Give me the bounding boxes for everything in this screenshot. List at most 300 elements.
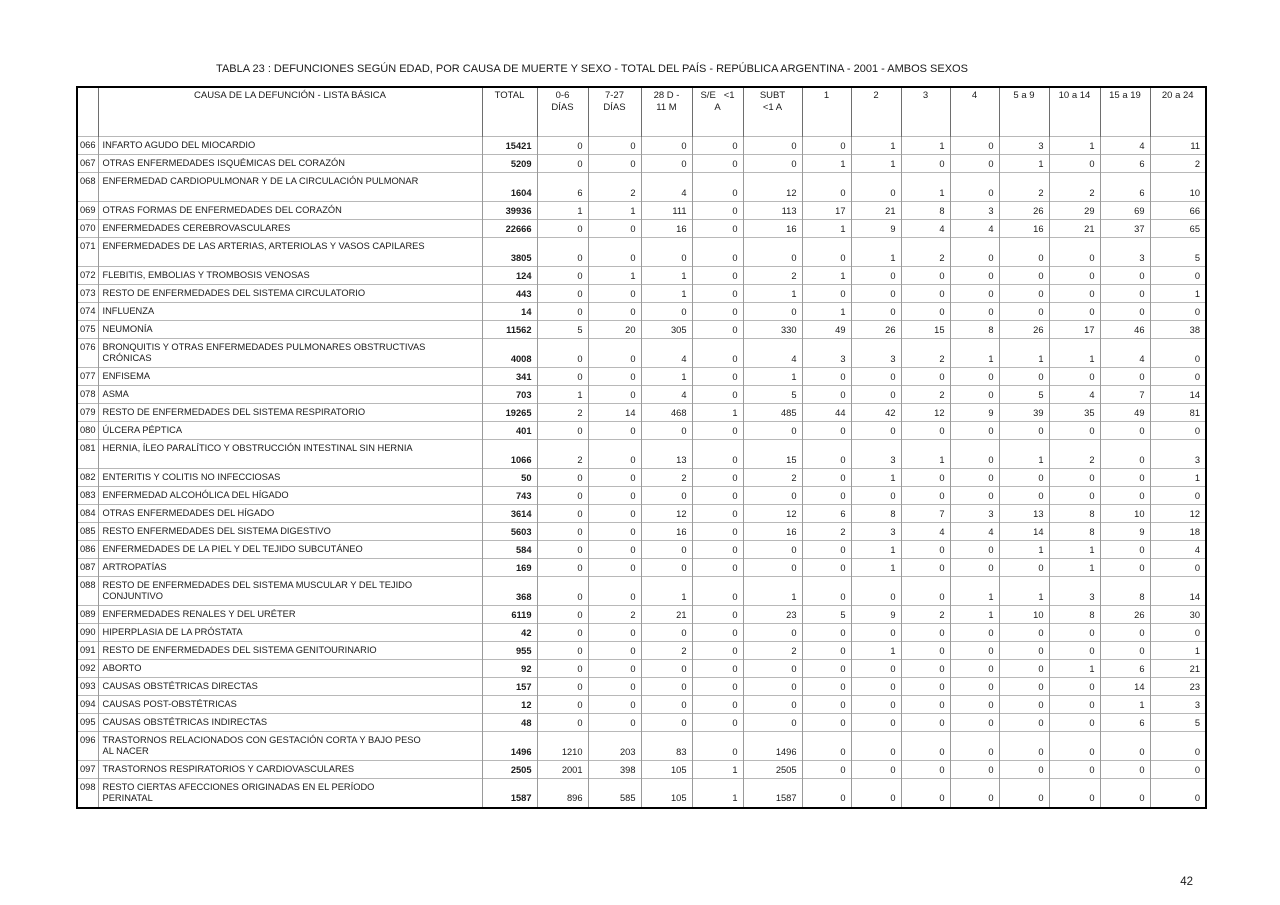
value-cell: 0 — [537, 678, 588, 696]
value-cell: 8 — [950, 321, 999, 339]
value-cell: 1 — [802, 267, 851, 285]
value-cell: 0 — [692, 321, 743, 339]
value-cell: 0 — [1049, 642, 1100, 660]
row-code: 080 — [77, 422, 98, 440]
value-cell: 0 — [537, 285, 588, 303]
value-cell: 2 — [588, 606, 641, 624]
value-cell: 0 — [692, 714, 743, 732]
value-cell: 8 — [901, 202, 950, 220]
row-code: 087 — [77, 559, 98, 577]
value-cell: 2 — [802, 523, 851, 541]
value-cell: 21 — [641, 606, 692, 624]
value-cell: 4 — [1100, 137, 1150, 155]
value-cell: 14 — [1150, 386, 1206, 404]
value-cell: 0 — [641, 303, 692, 321]
value-cell: 0 — [802, 761, 851, 779]
table-row — [77, 642, 1206, 660]
row-code: 072 — [77, 267, 98, 285]
row-code: 074 — [77, 303, 98, 321]
total-cell: 124 — [482, 267, 537, 285]
table-row — [77, 505, 1206, 523]
row-code: 073 — [77, 285, 98, 303]
table-row — [77, 523, 1206, 541]
value-cell: 0 — [743, 137, 802, 155]
value-cell: 0 — [901, 155, 950, 173]
value-cell: 0 — [999, 422, 1049, 440]
total-cell: 19265 — [482, 404, 537, 422]
value-cell: 1 — [802, 155, 851, 173]
value-cell: 0 — [641, 422, 692, 440]
total-cell: 955 — [482, 642, 537, 660]
value-cell: 3 — [1049, 577, 1100, 606]
total-cell: 443 — [482, 285, 537, 303]
cause-name: OTRAS ENFERMEDADES ISQUÉMICAS DEL CORAZÓN — [98, 155, 482, 173]
value-cell: 0 — [802, 238, 851, 267]
value-cell: 42 — [851, 404, 901, 422]
value-cell: 0 — [743, 303, 802, 321]
value-cell: 0 — [901, 732, 950, 761]
table-row — [77, 386, 1206, 404]
value-cell: 1496 — [743, 732, 802, 761]
table-row — [77, 624, 1206, 642]
value-cell: 0 — [588, 624, 641, 642]
value-cell: 0 — [1150, 368, 1206, 386]
value-cell: 0 — [950, 238, 999, 267]
value-cell: 5 — [537, 321, 588, 339]
total-cell: 368 — [482, 577, 537, 606]
cause-name: OTRAS FORMAS DE ENFERMEDADES DEL CORAZÓN — [98, 202, 482, 220]
value-cell: 0 — [537, 523, 588, 541]
cause-name: RESTO DE ENFERMEDADES DEL SISTEMA GENITOURINARIO — [98, 642, 482, 660]
table-row — [77, 321, 1206, 339]
value-cell: 9 — [851, 220, 901, 238]
cause-name: CAUSAS OBSTÉTRICAS INDIRECTAS — [98, 714, 482, 732]
value-cell: 0 — [1100, 761, 1150, 779]
row-code: 076 — [77, 339, 98, 368]
value-cell: 0 — [692, 678, 743, 696]
value-cell: 44 — [802, 404, 851, 422]
value-cell: 0 — [950, 642, 999, 660]
value-cell: 1 — [901, 440, 950, 469]
value-cell: 0 — [692, 487, 743, 505]
row-code: 078 — [77, 386, 98, 404]
value-cell: 0 — [851, 386, 901, 404]
value-cell: 305 — [641, 321, 692, 339]
value-cell: 11 — [1150, 137, 1206, 155]
value-cell: 8 — [1100, 577, 1150, 606]
value-cell: 1 — [999, 155, 1049, 173]
value-cell: 0 — [802, 285, 851, 303]
value-cell: 2505 — [743, 761, 802, 779]
value-cell: 0 — [1100, 642, 1150, 660]
value-cell: 0 — [588, 505, 641, 523]
value-cell: 5 — [1150, 238, 1206, 267]
value-cell: 0 — [641, 660, 692, 678]
total-cell: 5209 — [482, 155, 537, 173]
cause-name: OTRAS ENFERMEDADES DEL HÍGADO — [98, 505, 482, 523]
value-cell: 0 — [692, 541, 743, 559]
value-cell: 10 — [999, 606, 1049, 624]
total-cell: 1066 — [482, 440, 537, 469]
value-cell: 0 — [692, 624, 743, 642]
table-row — [77, 469, 1206, 487]
cause-name: RESTO DE ENFERMEDADES DEL SISTEMA RESPIRATORIO — [98, 404, 482, 422]
total-cell: 3805 — [482, 238, 537, 267]
value-cell: 0 — [1100, 779, 1150, 808]
cause-name: NEUMONÍA — [98, 321, 482, 339]
total-cell: 743 — [482, 487, 537, 505]
value-cell: 5 — [802, 606, 851, 624]
value-cell: 0 — [999, 761, 1049, 779]
value-cell: 0 — [588, 368, 641, 386]
cause-name: HIPERPLASIA DE LA PRÓSTATA — [98, 624, 482, 642]
table-row — [77, 714, 1206, 732]
value-cell: 2 — [901, 339, 950, 368]
value-cell: 0 — [1100, 267, 1150, 285]
value-cell: 0 — [641, 238, 692, 267]
value-cell: 5 — [743, 386, 802, 404]
value-cell: 0 — [851, 487, 901, 505]
value-cell: 0 — [802, 469, 851, 487]
row-code: 091 — [77, 642, 98, 660]
value-cell: 1 — [537, 386, 588, 404]
value-cell: 0 — [588, 559, 641, 577]
table-row — [77, 559, 1206, 577]
value-cell: 6 — [537, 173, 588, 202]
value-cell: 0 — [901, 761, 950, 779]
value-cell: 6 — [1100, 714, 1150, 732]
value-cell: 1 — [692, 761, 743, 779]
cause-name: ENFERMEDAD CARDIOPULMONAR Y DE LA CIRCULACIÓN PULMONAR — [98, 173, 482, 202]
cause-name: TRASTORNOS RESPIRATORIOS Y CARDIOVASCULARES — [98, 761, 482, 779]
value-cell: 0 — [1049, 678, 1100, 696]
value-cell: 0 — [1150, 339, 1206, 368]
value-cell: 0 — [950, 559, 999, 577]
column-header-d0_6: 0-6 DÍAS — [537, 87, 588, 137]
total-cell: 341 — [482, 368, 537, 386]
value-cell: 0 — [692, 267, 743, 285]
cause-name: RESTO CIERTAS AFECCIONES ORIGINADAS EN EL PERÍODO PERINATAL — [98, 779, 482, 808]
value-cell: 0 — [802, 137, 851, 155]
value-cell: 3 — [851, 440, 901, 469]
value-cell: 0 — [1049, 368, 1100, 386]
value-cell: 0 — [1100, 368, 1150, 386]
value-cell: 0 — [537, 267, 588, 285]
value-cell: 0 — [999, 624, 1049, 642]
total-cell: 92 — [482, 660, 537, 678]
value-cell: 0 — [588, 660, 641, 678]
total-cell: 11562 — [482, 321, 537, 339]
value-cell: 0 — [851, 624, 901, 642]
row-code: 085 — [77, 523, 98, 541]
value-cell: 0 — [537, 696, 588, 714]
value-cell: 0 — [692, 469, 743, 487]
value-cell: 0 — [692, 577, 743, 606]
table-row — [77, 440, 1206, 469]
value-cell: 14 — [588, 404, 641, 422]
value-cell: 0 — [1049, 696, 1100, 714]
value-cell: 0 — [588, 487, 641, 505]
value-cell: 0 — [802, 577, 851, 606]
value-cell: 0 — [537, 238, 588, 267]
value-cell: 0 — [588, 714, 641, 732]
value-cell: 20 — [588, 321, 641, 339]
value-cell: 0 — [802, 440, 851, 469]
value-cell: 0 — [588, 678, 641, 696]
value-cell: 17 — [1049, 321, 1100, 339]
value-cell: 0 — [641, 155, 692, 173]
value-cell: 21 — [851, 202, 901, 220]
value-cell: 1 — [1150, 642, 1206, 660]
column-header-code — [77, 87, 98, 137]
value-cell: 330 — [743, 321, 802, 339]
value-cell: 4 — [1100, 339, 1150, 368]
value-cell: 2 — [588, 173, 641, 202]
value-cell: 0 — [802, 678, 851, 696]
cause-name: BRONQUITIS Y OTRAS ENFERMEDADES PULMONARES OBSTRUCTIVAS CRÓNICAS — [98, 339, 482, 368]
value-cell: 18 — [1150, 523, 1206, 541]
value-cell: 4 — [641, 386, 692, 404]
cause-name: RESTO DE ENFERMEDADES DEL SISTEMA MUSCULAR Y DEL TEJIDO CONJUNTIVO — [98, 577, 482, 606]
value-cell: 1 — [802, 220, 851, 238]
value-cell: 0 — [999, 660, 1049, 678]
value-cell: 585 — [588, 779, 641, 808]
value-cell: 0 — [999, 267, 1049, 285]
value-cell: 2 — [901, 386, 950, 404]
value-cell: 1 — [1100, 696, 1150, 714]
value-cell: 83 — [641, 732, 692, 761]
column-header-y5_9: 5 a 9 — [999, 87, 1049, 137]
value-cell: 16 — [641, 523, 692, 541]
value-cell: 4 — [641, 339, 692, 368]
value-cell: 1 — [743, 285, 802, 303]
value-cell: 3 — [802, 339, 851, 368]
table-row — [77, 541, 1206, 559]
cause-name: ENTERITIS Y COLITIS NO INFECCIOSAS — [98, 469, 482, 487]
table-row — [77, 267, 1206, 285]
value-cell: 0 — [537, 559, 588, 577]
row-code: 086 — [77, 541, 98, 559]
value-cell: 0 — [950, 779, 999, 808]
row-code: 093 — [77, 678, 98, 696]
row-code: 081 — [77, 440, 98, 469]
value-cell: 0 — [1049, 779, 1100, 808]
value-cell: 0 — [901, 285, 950, 303]
table-row — [77, 303, 1206, 321]
value-cell: 0 — [537, 577, 588, 606]
value-cell: 0 — [950, 368, 999, 386]
value-cell: 37 — [1100, 220, 1150, 238]
value-cell: 0 — [537, 469, 588, 487]
value-cell: 1 — [950, 339, 999, 368]
value-cell: 0 — [743, 238, 802, 267]
value-cell: 2 — [641, 642, 692, 660]
value-cell: 0 — [692, 559, 743, 577]
value-cell: 9 — [1100, 523, 1150, 541]
total-cell: 1496 — [482, 732, 537, 761]
value-cell: 0 — [950, 761, 999, 779]
value-cell: 0 — [641, 487, 692, 505]
value-cell: 26 — [851, 321, 901, 339]
value-cell: 1 — [851, 469, 901, 487]
table-row — [77, 404, 1206, 422]
value-cell: 0 — [1150, 487, 1206, 505]
value-cell: 0 — [641, 696, 692, 714]
value-cell: 0 — [802, 660, 851, 678]
value-cell: 1 — [901, 173, 950, 202]
value-cell: 0 — [1100, 732, 1150, 761]
value-cell: 2 — [537, 440, 588, 469]
total-cell: 3614 — [482, 505, 537, 523]
value-cell: 1 — [851, 238, 901, 267]
value-cell: 0 — [692, 339, 743, 368]
value-cell: 0 — [1049, 487, 1100, 505]
value-cell: 0 — [901, 303, 950, 321]
column-header-y2: 2 — [851, 87, 901, 137]
value-cell: 17 — [802, 202, 851, 220]
value-cell: 2 — [1150, 155, 1206, 173]
value-cell: 0 — [901, 696, 950, 714]
value-cell: 0 — [802, 173, 851, 202]
row-code: 089 — [77, 606, 98, 624]
value-cell: 0 — [1100, 285, 1150, 303]
value-cell: 0 — [588, 523, 641, 541]
column-header-y4: 4 — [950, 87, 999, 137]
value-cell: 8 — [1049, 505, 1100, 523]
value-cell: 0 — [1049, 624, 1100, 642]
cause-name: FLEBITIS, EMBOLIAS Y TROMBOSIS VENOSAS — [98, 267, 482, 285]
value-cell: 0 — [950, 678, 999, 696]
value-cell: 468 — [641, 404, 692, 422]
value-cell: 3 — [1100, 238, 1150, 267]
value-cell: 7 — [901, 505, 950, 523]
value-cell: 0 — [851, 714, 901, 732]
value-cell: 0 — [1049, 714, 1100, 732]
value-cell: 4 — [743, 339, 802, 368]
value-cell: 0 — [588, 541, 641, 559]
value-cell: 0 — [537, 541, 588, 559]
value-cell: 2 — [901, 606, 950, 624]
value-cell: 0 — [692, 238, 743, 267]
value-cell: 0 — [588, 696, 641, 714]
cause-name: HERNIA, ÍLEO PARALÍTICO Y OBSTRUCCIÓN INTESTINAL SIN HERNIA — [98, 440, 482, 469]
value-cell: 16 — [999, 220, 1049, 238]
value-cell: 1 — [851, 642, 901, 660]
value-cell: 13 — [641, 440, 692, 469]
value-cell: 14 — [999, 523, 1049, 541]
value-cell: 0 — [950, 624, 999, 642]
value-cell: 0 — [1100, 487, 1150, 505]
value-cell: 0 — [692, 732, 743, 761]
value-cell: 2 — [641, 469, 692, 487]
value-cell: 1 — [851, 541, 901, 559]
cause-name: CAUSAS OBSTÉTRICAS DIRECTAS — [98, 678, 482, 696]
value-cell: 16 — [641, 220, 692, 238]
row-code: 083 — [77, 487, 98, 505]
value-cell: 12 — [641, 505, 692, 523]
value-cell: 12 — [901, 404, 950, 422]
value-cell: 0 — [999, 285, 1049, 303]
value-cell: 896 — [537, 779, 588, 808]
value-cell: 2 — [743, 469, 802, 487]
value-cell: 0 — [851, 285, 901, 303]
value-cell: 0 — [1150, 267, 1206, 285]
value-cell: 0 — [692, 202, 743, 220]
table-row — [77, 660, 1206, 678]
value-cell: 2 — [1049, 173, 1100, 202]
table-row — [77, 577, 1206, 606]
value-cell: 4 — [1049, 386, 1100, 404]
value-cell: 0 — [851, 678, 901, 696]
value-cell: 0 — [641, 137, 692, 155]
value-cell: 0 — [588, 469, 641, 487]
value-cell: 5 — [1150, 714, 1206, 732]
column-header-d7_27: 7-27 DÍAS — [588, 87, 641, 137]
value-cell: 0 — [802, 487, 851, 505]
value-cell: 0 — [1100, 559, 1150, 577]
row-code: 066 — [77, 137, 98, 155]
value-cell: 0 — [692, 642, 743, 660]
value-cell: 15 — [743, 440, 802, 469]
total-cell: 15421 — [482, 137, 537, 155]
value-cell: 0 — [743, 624, 802, 642]
value-cell: 0 — [999, 779, 1049, 808]
value-cell: 0 — [537, 303, 588, 321]
value-cell: 0 — [802, 779, 851, 808]
value-cell: 0 — [901, 422, 950, 440]
page-title: TABLA 23 : DEFUNCIONES SEGÚN EDAD, POR CAUSA DE MUERTE Y SEXO - TOTAL DEL PAÍS - REPÚBLICA ARGENTINA - 2001 - AMBOS SEXOS — [216, 63, 968, 75]
total-cell: 4008 — [482, 339, 537, 368]
value-cell: 0 — [1100, 422, 1150, 440]
value-cell: 15 — [901, 321, 950, 339]
table-row — [77, 487, 1206, 505]
value-cell: 21 — [1150, 660, 1206, 678]
value-cell: 1 — [588, 267, 641, 285]
value-cell: 3 — [950, 505, 999, 523]
total-cell: 157 — [482, 678, 537, 696]
value-cell: 0 — [950, 137, 999, 155]
value-cell: 14 — [1150, 577, 1206, 606]
value-cell: 1587 — [743, 779, 802, 808]
value-cell: 0 — [999, 368, 1049, 386]
total-cell: 584 — [482, 541, 537, 559]
cause-name: INFLUENZA — [98, 303, 482, 321]
value-cell: 1 — [537, 202, 588, 220]
table-row — [77, 368, 1206, 386]
value-cell: 0 — [692, 173, 743, 202]
value-cell: 26 — [999, 202, 1049, 220]
value-cell: 0 — [950, 422, 999, 440]
value-cell: 7 — [1100, 386, 1150, 404]
value-cell: 0 — [1049, 469, 1100, 487]
value-cell: 12 — [743, 173, 802, 202]
row-code: 090 — [77, 624, 98, 642]
table-row — [77, 155, 1206, 173]
cause-name: RESTO ENFERMEDADES DEL SISTEMA DIGESTIVO — [98, 523, 482, 541]
value-cell: 0 — [950, 303, 999, 321]
value-cell: 0 — [743, 660, 802, 678]
value-cell: 0 — [1049, 155, 1100, 173]
table-row — [77, 422, 1206, 440]
value-cell: 1 — [851, 559, 901, 577]
value-cell: 105 — [641, 761, 692, 779]
column-header-subt_1a: SUBT <1 A — [743, 87, 802, 137]
value-cell: 8 — [1049, 523, 1100, 541]
value-cell: 2 — [901, 238, 950, 267]
value-cell: 1 — [999, 577, 1049, 606]
page-number: 42 — [1180, 876, 1193, 888]
total-cell: 48 — [482, 714, 537, 732]
